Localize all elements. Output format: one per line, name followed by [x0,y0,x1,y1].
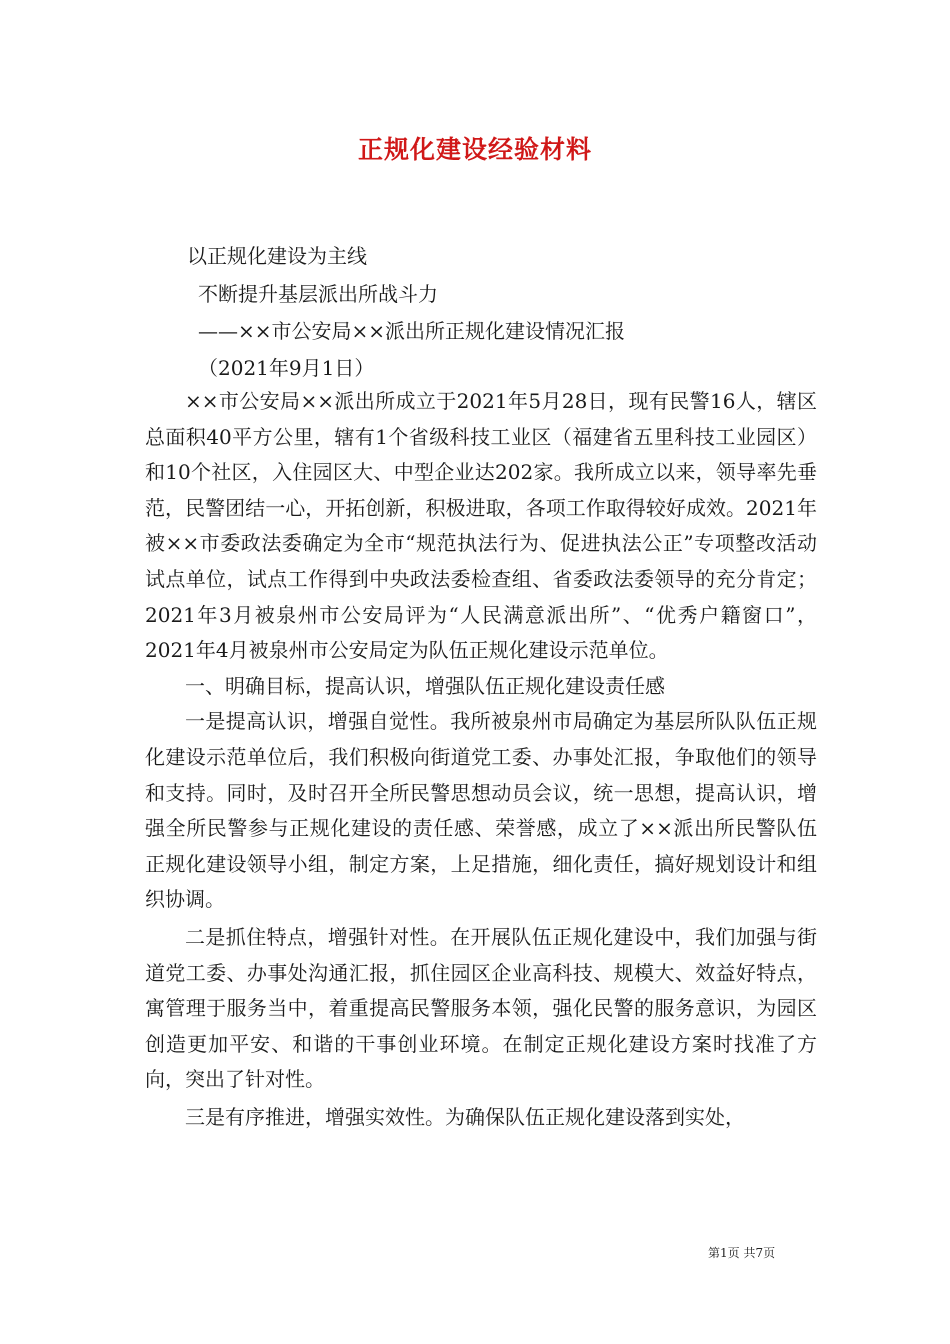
document-body [145,384,817,1135]
subtitle-line-3: ——××市公安局××派出所正规化建设情况汇报 [198,319,626,343]
section-heading-1: 一、明确目标，提高认识，增强队伍正规化建设责任感 [185,673,665,698]
report-date: （2021年9月1日） [198,356,375,380]
paragraph-intro: ××市公安局××派出所成立于2021年5月28日，现有民警16人，辖区总面积40平方公里，辖有1个省级科技工业区（福建省五里科技工业园区）和10个社区，入住园区大、中型企业达202家。我所成立以来，领导率先垂范，民警团结一心，开拓创新，积极进取，各项工作取得较好成效。2021年被××市委政法委确定为全市“规范执法行为、促进执法公正”专项整改活动试点单位，试点工作得到中央政法委检查组、省委政法委领导的充分肯定；2021年3月被泉州市公安局评为“人民满意派出所”、“优秀户籍窗口”，2021年4月被泉州市公安局定为队伍正规化建设示范单位。 [145,389,817,663]
page-footer: 第1页 共7页 [708,1246,776,1260]
subtitle-line-1: 以正规化建设为主线 [187,244,367,268]
paragraph-point-2: 二是抓住特点，增强针对性。在开展队伍正规化建设中，我们加强与街道党工委、办事处沟通汇报，抓住园区企业高科技、规模大、效益好特点，寓管理于服务当中，着重提高民警服务本领，强化民警的服务意识，为园区创造更加平安、和谐的干事创业环境。在制定正规化建设方案时找准了方向，突出了针对性。 [145,924,817,1092]
paragraph-point-1: 一是提高认识，增强自觉性。我所被泉州市局确定为基层所队队伍正规化建设示范单位后，我们积极向街道党工委、办事处汇报，争取他们的领导和支持。同时，及时召开全所民警思想动员会议，统一思想，提高认识，增强全所民警参与正规化建设的责任感、荣誉感，成立了××派出所民警队伍正规化建设领导小组，制定方案，上足措施，细化责任，搞好规划设计和组织协调。 [145,709,817,912]
subtitle-line-2: 不断提升基层派出所战斗力 [198,282,438,306]
paragraph-point-3: 三是有序推进，增强实效性。为确保队伍正规化建设落到实处， [185,1104,745,1129]
document-title: 正规化建设经验材料 [357,135,592,164]
